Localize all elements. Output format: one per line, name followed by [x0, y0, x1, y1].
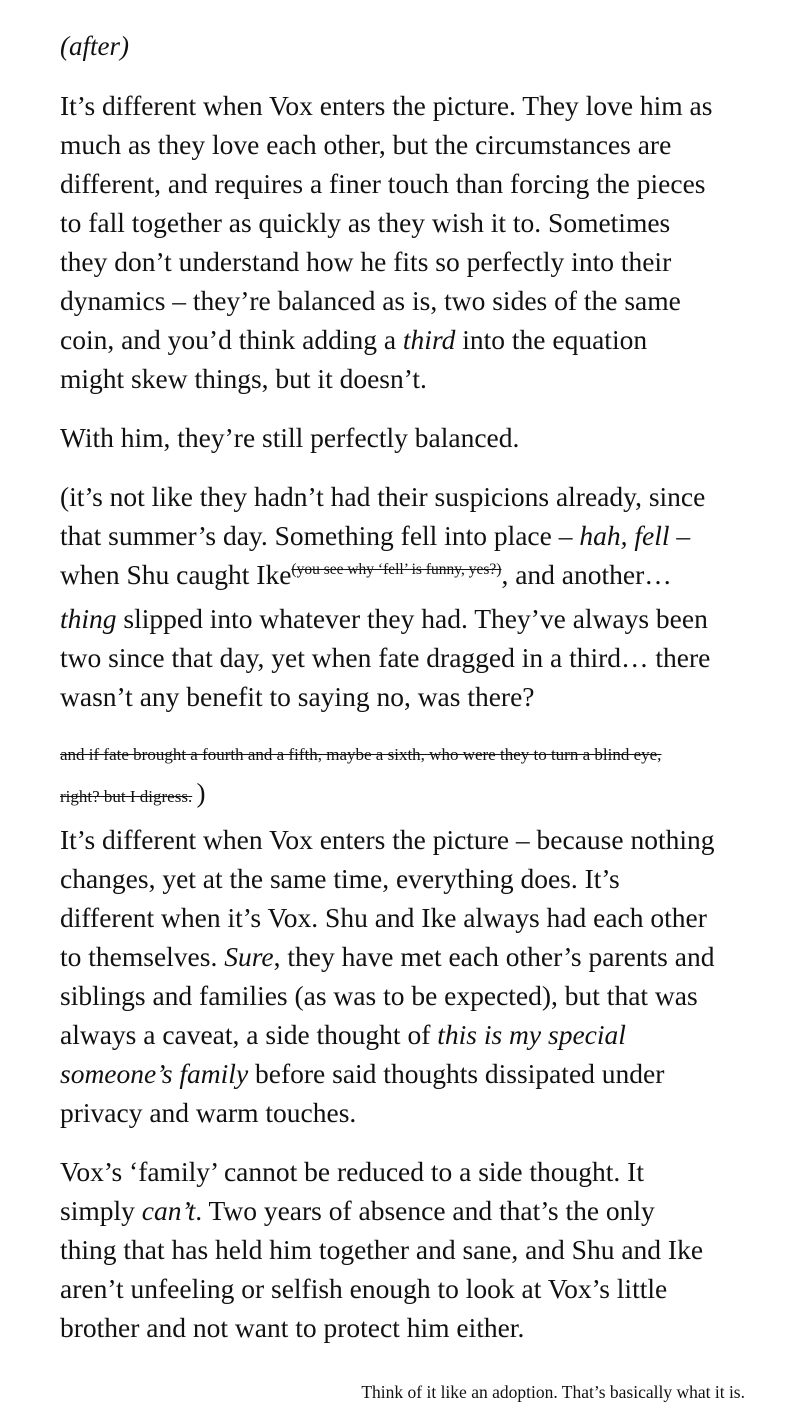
p2-line: With him, they’re still perfectly balanced. [60, 422, 520, 453]
p3-line [60, 599, 750, 638]
p4-line: siblings and families (as was to be expected), but that was [60, 980, 698, 1011]
p3-text: , and another… [501, 559, 672, 590]
p1-emphasis: third [402, 324, 456, 355]
paragraph-5 [60, 1152, 750, 1347]
p3-line [60, 516, 750, 555]
p3-text: – [669, 520, 691, 551]
p1-line: might skew things, but it doesn’t. [60, 363, 427, 394]
p3-line: two since that day, yet when fate dragged in a third… there [60, 642, 711, 673]
p3-text: slipped into whatever they had. They’ve always been [116, 603, 708, 634]
p1-line: to fall together as quickly as they wish it to. Sometimes [60, 207, 671, 238]
p3-text: that summer’s day. Something fell into place – [60, 520, 580, 551]
p3-line: wasn’t any benefit to saying no, was there? [60, 681, 535, 712]
p5-line: thing that has held him together and sane, and Shu and Ike [60, 1234, 704, 1265]
p3-emphasis: thing [60, 603, 117, 634]
p1-line [60, 320, 750, 359]
p4-line: changes, yet at the same time, everything does. It’s [60, 863, 620, 894]
p4-line [60, 1015, 750, 1054]
aside-text: right? but I digress. [60, 787, 193, 806]
p5-text: . Two years of absence and that’s the only [195, 1195, 655, 1226]
p1-line: they don’t understand how he fits so perfectly into their [60, 246, 672, 277]
p1-line: different, and requires a finer touch than forcing the pieces [60, 168, 706, 199]
p4-emphasis: this is my special [437, 1019, 626, 1050]
paragraph-4 [60, 820, 750, 1132]
p5-line [60, 1191, 750, 1230]
paragraph-3 [60, 477, 750, 716]
p4-line: different when it’s Vox. Shu and Ike always had each other [60, 902, 707, 933]
p1-line: dynamics – they’re balanced as is, two sides of the same [60, 285, 681, 316]
document-body [60, 26, 750, 1367]
p5-line: aren’t unfeeling or selfish enough to look at Vox’s little [60, 1273, 668, 1304]
p1-line: It’s different when Vox enters the picture. They love him as [60, 90, 713, 121]
p5-emphasis: can’t [141, 1195, 196, 1226]
footnote: Think of it like an adoption. That’s basically what it is. [361, 1382, 745, 1402]
p3-emphasis: hah, fell [579, 520, 670, 551]
aside-line: and if fate brought a fourth and a fifth, maybe a sixth, who were they to turn a blind eye, [60, 745, 662, 764]
p4-text: always a caveat, a side thought of [60, 1019, 438, 1050]
p4-emphasis: Sure [224, 941, 274, 972]
p3-line: (it’s not like they hadn’t had their suspicions already, since [60, 481, 706, 512]
p4-text: , they have met each other’s parents and [273, 941, 715, 972]
paragraph-1 [60, 86, 750, 398]
p4-text: to themselves. [60, 941, 225, 972]
p4-text: before said thoughts dissipated under [248, 1058, 665, 1089]
p4-emphasis: someone’s family [60, 1058, 249, 1089]
p3-line [60, 555, 750, 599]
closing-paren: ) [196, 778, 206, 808]
struck-aside-paragraph [60, 736, 750, 816]
p4-line: It’s different when Vox enters the picture – because nothing [60, 824, 715, 855]
p1-text: into the equation [455, 324, 648, 355]
section-heading: (after) [60, 31, 129, 61]
p5-text: simply [60, 1195, 142, 1226]
p5-line: Vox’s ‘family’ cannot be reduced to a side thought. It [60, 1156, 644, 1187]
paragraph-2 [60, 418, 750, 457]
struck-aside-note: (you see why ‘fell’ is funny, yes?) [291, 561, 502, 578]
p4-line [60, 1054, 750, 1093]
p5-line: brother and not want to protect him either. [60, 1312, 525, 1343]
p1-text: coin, and you’d think adding a [60, 324, 403, 355]
p3-text: when Shu caught Ike [60, 559, 292, 590]
p1-line: much as they love each other, but the circumstances are [60, 129, 672, 160]
p4-line: privacy and warm touches. [60, 1097, 357, 1128]
aside-line [60, 774, 750, 816]
p4-line [60, 937, 750, 976]
